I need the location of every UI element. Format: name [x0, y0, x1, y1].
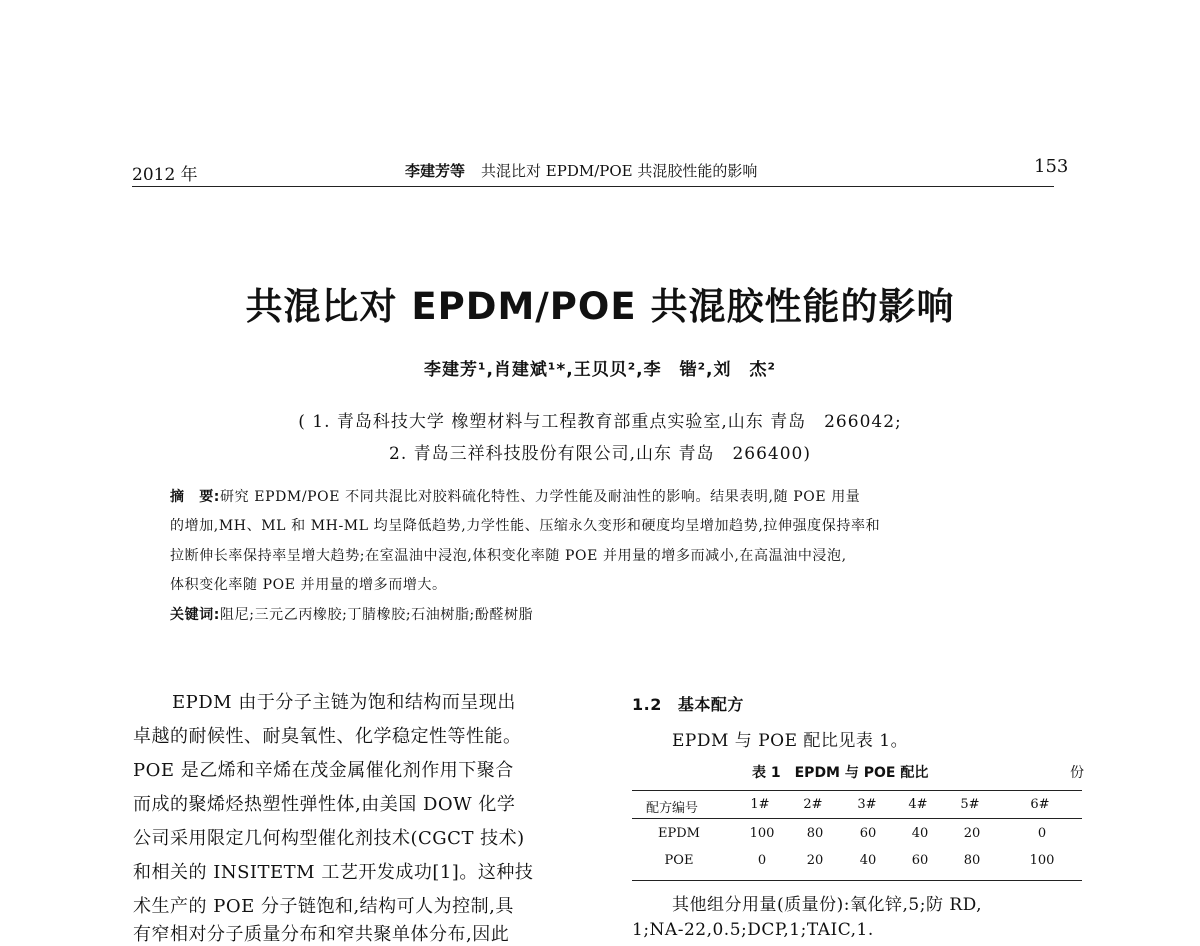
table-header-cell: 2# [803, 797, 823, 812]
table-cell: 100 [749, 826, 775, 841]
table-cell: 100 [1029, 853, 1055, 868]
page-number: 153 [1034, 156, 1069, 177]
section-title: 基本配方 [677, 695, 744, 714]
table-cell: 0 [1037, 826, 1047, 841]
table-cell: 80 [963, 853, 981, 868]
table-cell: 0 [757, 853, 767, 868]
author-list: 李建芳¹,肖建斌¹*,王贝贝²,李 锴²,刘 杰² [424, 360, 776, 380]
section-heading [632, 692, 744, 715]
table-cell: 80 [806, 826, 824, 841]
abstract-line: 的增加,MH、ML 和 MH-ML 均呈降低趋势,力学性能、压缩永久变形和硬度均呈增加趋势,拉伸强度保持率和 [170, 518, 881, 534]
table-cell: POE [664, 853, 694, 868]
abstract-line: 体积变化率随 POE 并用量的增多而增大。 [170, 577, 447, 593]
table-cell: 20 [806, 853, 824, 868]
body-line: 和相关的 INSITETM 工艺开发成功[1]。这种技 [133, 862, 534, 883]
body-line: 公司采用限定几何构型催化剂技术(CGCT 技术) [133, 828, 525, 849]
table-header-cell: 3# [857, 797, 877, 812]
paper-title: 共混比对 EPDM/POE 共混胶性能的影响 [245, 285, 955, 328]
table-cell: EPDM [658, 826, 700, 841]
table-caption: 表 1 EPDM 与 POE 配比 [752, 765, 929, 781]
body-line: EPDM 由于分子主链为饱和结构而呈现出 [172, 692, 516, 713]
abstract-label: 摘 要: [170, 489, 220, 505]
section-number: 1.2 [632, 695, 662, 714]
table-cell: 60 [859, 826, 877, 841]
abstract-line: 拉断伸长率保持率呈增大趋势;在室温油中浸泡,体积变化率随 POE 并用量的增多而减小,在高温油中浸泡, [170, 548, 847, 564]
table-header-cell: 1# [750, 797, 770, 812]
keywords-label: 关键词: [170, 607, 220, 623]
body-line: 有窄相对分子质量分布和窄共聚单体分布,因此 [133, 924, 510, 945]
header-authors: 李建芳等 [405, 162, 466, 180]
table-header-cell: 5# [960, 797, 980, 812]
body-line: 而成的聚烯烃热塑性弹性体,由美国 DOW 化学 [133, 794, 516, 815]
body-line: 其他组分用量(质量份):氧化锌,5;防 RD, [672, 895, 983, 915]
body-line: 1;NA-22,0.5;DCP,1;TAIC,1. [632, 920, 874, 940]
table-cell: 40 [911, 826, 929, 841]
table-header-cell: 6# [1030, 797, 1050, 812]
affiliation-1: ( 1. 青岛科技大学 橡塑材料与工程教育部重点实验室,山东 青岛 266042; [298, 412, 902, 432]
body-line: POE 是乙烯和辛烯在茂金属催化剂作用下聚合 [133, 760, 514, 781]
table-cell: 40 [859, 853, 877, 868]
table-header-rule [632, 818, 1082, 819]
header-rule [132, 186, 1054, 187]
keywords-line [170, 604, 533, 624]
header-running-title: 共混比对 EPDM/POE 共混胶性能的影响 [481, 162, 758, 180]
affiliation-2: 2. 青岛三祥科技股份有限公司,山东 青岛 266400) [389, 444, 811, 464]
header-year: 2012 年 [132, 165, 198, 185]
table-top-rule [632, 790, 1082, 791]
table-cell: 60 [911, 853, 929, 868]
table-header-cell: 4# [908, 797, 928, 812]
keywords-text: 阻尼;三元乙丙橡胶;丁腈橡胶;石油树脂;酚醛树脂 [220, 607, 534, 623]
abstract-text: 研究 EPDM/POE 不同共混比对胶料硫化特性、力学性能及耐油性的影响。结果表明,随 POE 用量 [220, 489, 861, 505]
running-header [405, 160, 757, 181]
abstract-line [170, 486, 860, 506]
table-bottom-rule [632, 880, 1082, 881]
table-header-cell: 配方编号 [645, 801, 699, 816]
table-unit: 份 [1070, 765, 1084, 781]
body-line: 术生产的 POE 分子链饱和,结构可人为控制,具 [133, 896, 514, 917]
section-sentence: EPDM 与 POE 配比见表 1。 [672, 731, 909, 751]
body-line: 卓越的耐候性、耐臭氧性、化学稳定性等性能。 [133, 726, 522, 747]
table-cell: 20 [963, 826, 981, 841]
